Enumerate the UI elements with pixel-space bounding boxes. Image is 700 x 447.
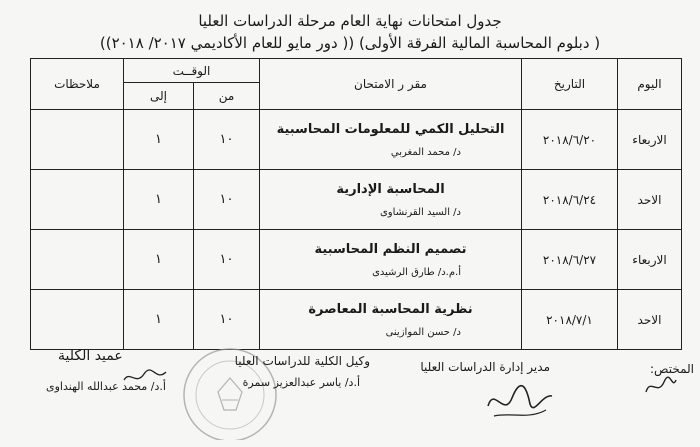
specialist-label: المختص: [649,362,694,376]
course-name: المحاسبة الإدارية [336,181,445,197]
dean-label: عميد الكلية [58,348,123,364]
cell-day: الاربعاء [618,110,682,170]
cell-date: ٢٠١٨/٦/٢٧ [522,230,618,290]
cell-day: الاحد [618,170,682,230]
cell-from: ١٠ [194,230,260,290]
table-row [31,230,682,290]
exam-schedule-table [30,58,682,350]
document-subtitle: ( دبلوم المحاسبة المالية الفرقة الأولى) (( دور مايو للعام الأكاديمي ٢٠١٧/ ٢٠١٨)) [99,34,601,52]
cell-notes [31,290,124,350]
course-professor: د/ حسن الموازينى [385,326,461,338]
cell-from: ١٠ [194,290,260,350]
cell-to: ١ [124,290,194,350]
dean-signature [120,366,170,390]
cell-date: ٢٠١٨/٦/٢٠ [522,110,618,170]
cell-course [260,230,522,290]
cell-to: ١ [124,230,194,290]
header-date: التاريخ [522,59,618,110]
table-row [31,170,682,230]
course-professor: د/ السيد القرنشاوى [379,206,461,218]
cell-notes [31,170,124,230]
cell-course [260,110,522,170]
document-title: جدول امتحانات نهاية العام مرحلة الدراسات العليا [198,12,502,30]
header-from: من [194,83,260,110]
header-notes: ملاحظات [31,59,124,110]
cell-from: ١٠ [194,110,260,170]
vice-dean-name: أ.د/ ياسر عبدالعزيز سمرة [242,376,360,389]
specialist-signature [640,372,680,402]
vice-dean-label: وكيل الكلية للدراسات العليا [234,354,370,368]
cell-day: الاربعاء [618,230,682,290]
course-professor: أ.م.د/ طارق الرشيدى [372,266,461,278]
header-time: الوقــت [124,59,260,83]
cell-notes [31,230,124,290]
manager-label: مدير إدارة الدراسات العليا [420,360,550,374]
header-course: مقر ر الامتحان [260,59,522,110]
course-professor: د/ محمد المغربي [390,146,461,158]
cell-course [260,290,522,350]
header-to: إلى [124,83,194,110]
cell-date: ٢٠١٨/٧/١ [522,290,618,350]
course-name: تصميم النظم المحاسبية [314,241,467,257]
cell-notes [31,110,124,170]
manager-signature [480,376,560,426]
cell-day: الاحد [618,290,682,350]
dean-name: أ.د/ محمد عبدالله الهنداوى [46,380,166,393]
table-row [31,290,682,350]
table-row [31,110,682,170]
cell-course [260,170,522,230]
cell-from: ١٠ [194,170,260,230]
header-day: اليوم [618,59,682,110]
cell-to: ١ [124,170,194,230]
course-name: التحليل الكمي للمعلومات المحاسبية [276,121,505,137]
cell-to: ١ [124,110,194,170]
cell-date: ٢٠١٨/٦/٢٤ [522,170,618,230]
course-name: نظرية المحاسبة المعاصرة [308,301,473,317]
